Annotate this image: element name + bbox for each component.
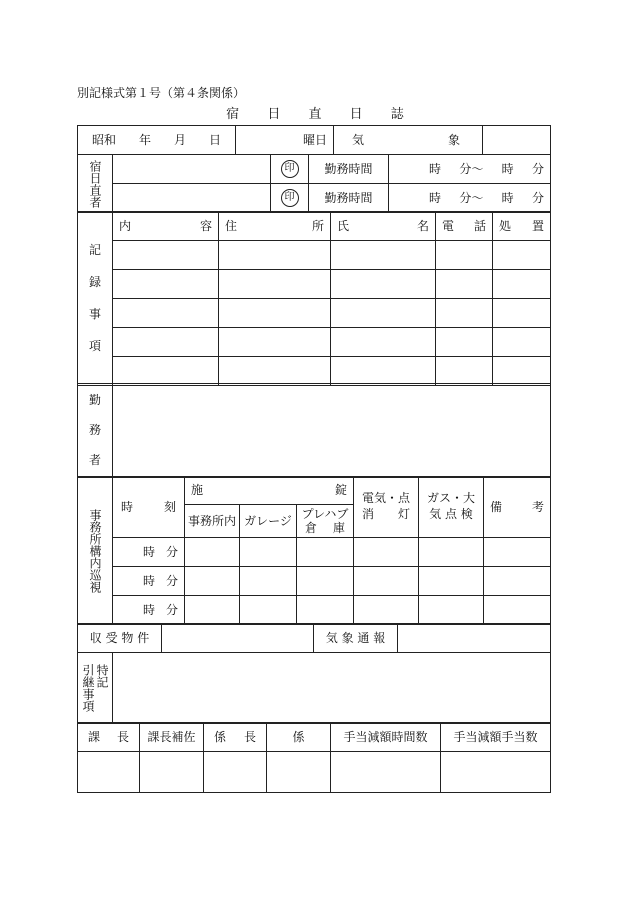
date-cell[interactable] [78, 126, 236, 155]
record-label-char: 記 [88, 243, 101, 257]
duty-name-1[interactable] [113, 155, 271, 184]
hour-label: 時 [429, 190, 442, 205]
electric-header: 電気・点 消 灯 [354, 477, 419, 538]
patrol-row: 時 分 [78, 567, 551, 596]
assistant-label: 課長補佐 [140, 723, 204, 752]
title-char: 直 [308, 107, 322, 122]
weekday-label: 曜日 [302, 132, 327, 147]
record-row [78, 270, 551, 299]
patrol-lock-header: 施 錠 [185, 477, 354, 505]
staff-label-cell: 勤 務 者 [78, 384, 113, 478]
reduction-amount-value[interactable] [441, 752, 551, 793]
weather-report-value[interactable] [398, 624, 551, 653]
seal-cell-1[interactable] [271, 155, 309, 184]
notes-header: 備 考 [484, 477, 551, 538]
year-label: 年 [138, 132, 151, 147]
patrol-time-header: 時 刻 [113, 477, 185, 538]
minute-to-label: 分 [531, 161, 544, 176]
work-time-label-1: 勤務時間 [309, 155, 389, 184]
reduction-hours-label: 手当減額時間数 [331, 723, 441, 752]
patrol-label: 事務所構内巡視 [88, 508, 102, 593]
work-time-value-1[interactable] [389, 155, 551, 184]
record-label-char: 項 [88, 339, 101, 353]
handover-label: 引継事項 [81, 664, 95, 712]
record-label-char: 事 [88, 307, 101, 321]
header-address: 住 所 [219, 212, 331, 241]
gas-header: ガス・大 気 点 検 [419, 477, 484, 538]
weather-char: 気 [352, 132, 365, 147]
header-content: 内 容 [113, 212, 219, 241]
weather-label-cell [334, 126, 483, 155]
patrol-table [77, 476, 551, 625]
prefab-header: プレハブ 倉 庫 [297, 505, 354, 538]
title-char: 日 [267, 107, 281, 122]
form-caption: 別記様式第１号（第４条関係） [77, 86, 246, 100]
handover-label-cell [78, 653, 113, 724]
record-row [78, 357, 551, 386]
minute-from-label: 分～ [459, 190, 484, 205]
hour-label: 時 [501, 190, 514, 205]
month-label: 月 [173, 132, 186, 147]
header-phone: 電 話 [436, 212, 493, 241]
chief-seal[interactable] [204, 752, 267, 793]
reduction-hours-value[interactable] [331, 752, 441, 793]
staff-value-cell[interactable] [113, 384, 551, 478]
header-action: 処 置 [493, 212, 551, 241]
staff-table [77, 383, 551, 478]
header-table [77, 125, 551, 155]
header-name: 氏 名 [331, 212, 436, 241]
hour-label: 時 [429, 161, 442, 176]
form-title [0, 103, 630, 122]
garage-header: ガレージ [240, 505, 297, 538]
weekday-cell[interactable] [236, 126, 334, 155]
title-char: 宿 [226, 107, 240, 122]
work-time-value-2[interactable] [389, 184, 551, 213]
received-items-value[interactable] [162, 624, 314, 653]
patrol-label-cell [78, 477, 113, 625]
duty-label: 宿日直者 [88, 159, 102, 208]
patrol-row: 時 分 [78, 538, 551, 567]
approval-table [77, 722, 551, 793]
record-row [78, 241, 551, 270]
title-char: 誌 [390, 107, 404, 122]
reduction-amount-label: 手当減額手当数 [441, 723, 551, 752]
section-chief-label: 課 長 [78, 723, 140, 752]
section-chief-seal[interactable] [78, 752, 140, 793]
title-char: 日 [349, 107, 363, 122]
day-label: 日 [208, 132, 221, 147]
era-label: 昭和 [92, 132, 117, 147]
seal-icon: 印 [281, 189, 299, 207]
office-header: 事務所内 [185, 505, 240, 538]
record-label-char: 録 [88, 275, 101, 289]
seal-icon: 印 [281, 160, 299, 178]
handover-value-cell[interactable] [113, 653, 551, 724]
duty-label-cell [78, 155, 113, 213]
hour-label: 時 [501, 161, 514, 176]
patrol-row: 時 分 [78, 596, 551, 625]
weather-report-label: 気 象 通 報 [314, 624, 398, 653]
minute-from-label: 分～ [459, 161, 484, 176]
receipt-table [77, 623, 551, 653]
record-row [78, 328, 551, 357]
handover-table [77, 652, 551, 724]
record-row [78, 299, 551, 328]
weather-char: 象 [447, 132, 460, 147]
special-label: 特記 [95, 664, 109, 688]
staff-seal[interactable] [267, 752, 331, 793]
record-table [77, 211, 551, 386]
seal-cell-2[interactable] [271, 184, 309, 213]
record-label-cell [78, 212, 113, 386]
weather-value-cell[interactable] [483, 126, 551, 155]
staff-label: 係 [267, 723, 331, 752]
duty-table [77, 154, 551, 213]
received-items-label: 収 受 物 件 [78, 624, 162, 653]
duty-name-2[interactable] [113, 184, 271, 213]
chief-label: 係 長 [204, 723, 267, 752]
work-time-label-2: 勤務時間 [309, 184, 389, 213]
assistant-seal[interactable] [140, 752, 204, 793]
minute-to-label: 分 [531, 190, 544, 205]
